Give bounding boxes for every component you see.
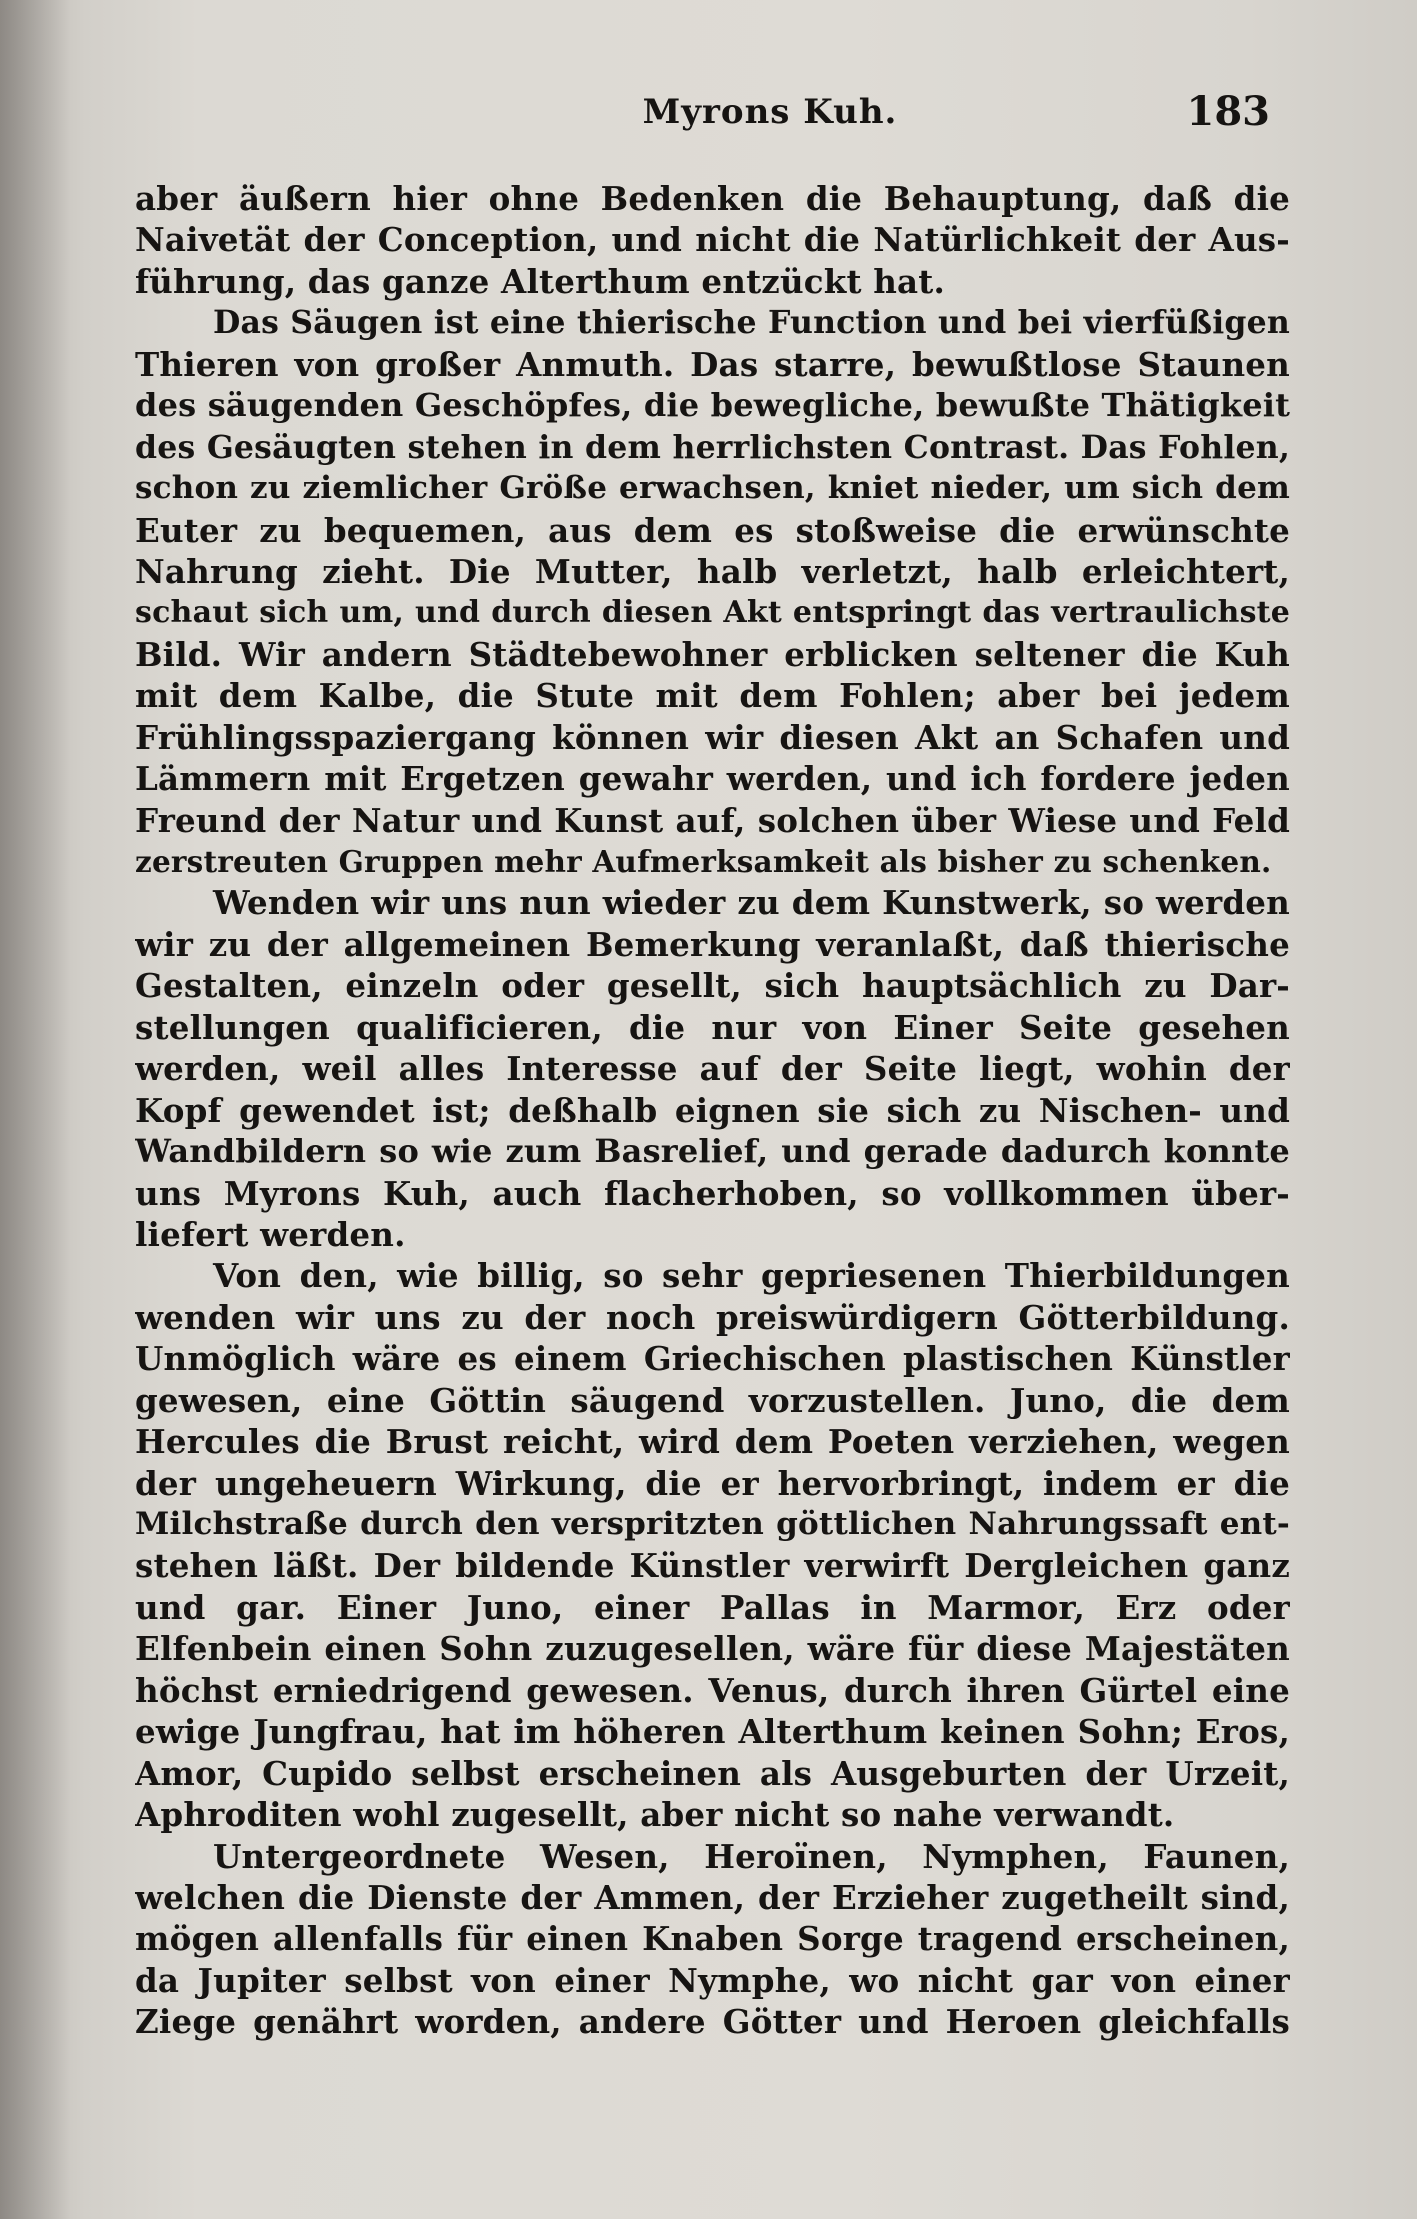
text-line: Naivetät der Conception, und nicht die Natürlichkeit der Aus- — [135, 220, 1290, 260]
text-line: liefert werden. — [135, 1214, 406, 1254]
text-line: wir zu der allgemeinen Bemerkung veranlaßt, daß thierische — [135, 924, 1290, 964]
text-line: stehen läßt. Der bildende Künstler verwirft Dergleichen ganz — [135, 1546, 1290, 1586]
text-line: des Gesäugten stehen in dem herrlichsten Contrast. Das Fohlen, — [135, 428, 1290, 466]
text-line: Lämmern mit Ergetzen gewahr werden, und ich fordere jeden — [135, 759, 1290, 799]
text-line: Aphroditen wohl zugesellt, aber nicht so nahe verwandt. — [135, 1795, 1175, 1835]
text-line: Hercules die Brust reicht, wird dem Poeten verziehen, wegen — [135, 1422, 1290, 1462]
text-line: mögen allenfalls für einen Knaben Sorge tragend erscheinen, — [135, 1919, 1290, 1959]
paragraph-start-line: Untergeordnete Wesen, Heroïnen, Nymphen, Faunen, — [213, 1836, 1290, 1876]
text-line: Frühlingsspaziergang können wir diesen Akt an Schafen und — [135, 717, 1290, 757]
text-line: Milchstraße durch den verspritzten göttlichen Nahrungssaft ent- — [135, 1506, 1290, 1542]
running-title: Myrons Kuh. — [642, 92, 898, 132]
page-number: 183 — [1186, 88, 1270, 135]
text-line: höchst erniedrigend gewesen. Venus, durch ihren Gürtel eine — [135, 1670, 1290, 1710]
paragraph-start-line: Von den, wie billig, so sehr gepriesenen Thierbildungen — [213, 1256, 1290, 1296]
text-line: wenden wir uns zu der noch preiswürdigern Götterbildung. — [135, 1297, 1290, 1337]
text-line: führung, das ganze Alterthum entzückt hat. — [135, 261, 946, 301]
text-line: Amor, Cupido selbst erscheinen als Ausgeburten der Urzeit, — [135, 1753, 1290, 1793]
text-line: werden, weil alles Interesse auf der Seite liegt, wohin der — [135, 1049, 1290, 1089]
text-line: welchen die Dienste der Ammen, der Erzieher zugetheilt sind, — [135, 1877, 1290, 1917]
text-line: und gar. Einer Juno, einer Pallas in Marmor, Erz oder — [135, 1587, 1290, 1627]
text-line: Gestalten, einzeln oder gesellt, sich hauptsächlich zu Dar- — [135, 966, 1290, 1006]
text-line: Euter zu bequemen, aus dem es stoßweise die erwünschte — [135, 510, 1290, 550]
text-line: schon zu ziemlicher Größe erwachsen, kniet nieder, um sich dem — [135, 470, 1290, 507]
body-text — [135, 178, 1290, 2043]
text-line: der ungeheuern Wirkung, die er hervorbringt, indem er die — [135, 1463, 1290, 1503]
text-line: uns Myrons Kuh, auch flacherhoben, so vollkommen über- — [135, 1173, 1290, 1213]
running-header — [130, 88, 1270, 142]
text-line: Bild. Wir andern Städtebewohner erblicken seltener die Kuh — [135, 634, 1290, 674]
paragraph-start-line: Wenden wir uns nun wieder zu dem Kunstwerk, so werden — [213, 883, 1290, 923]
text-line: schaut sich um, und durch diesen Akt entspringt das vertraulichste — [135, 595, 1290, 631]
text-line: Thieren von großer Anmuth. Das starre, bewußtlose Staunen — [135, 344, 1290, 384]
text-line: mit dem Kalbe, die Stute mit dem Fohlen; aber bei jedem — [135, 676, 1290, 716]
paragraph-start-line: Das Säugen ist eine thierische Function und bei vierfüßigen — [213, 304, 1290, 342]
text-line: ewige Jungfrau, hat im höheren Alterthum keinen Sohn; Eros, — [135, 1712, 1290, 1752]
text-line: stellungen qualificieren, die nur von Einer Seite gesehen — [135, 1007, 1290, 1047]
page-gutter-shadow — [0, 0, 70, 2219]
text-line: Unmöglich wäre es einem Griechischen plastischen Künstler — [135, 1339, 1290, 1379]
text-line: zerstreuten Gruppen mehr Aufmerksamkeit als bisher zu schenken. — [135, 844, 1272, 879]
text-line: Elfenbein einen Sohn zuzugesellen, wäre für diese Majestäten — [135, 1629, 1290, 1669]
text-line: Ziege genährt worden, andere Götter und Heroen gleichfalls — [135, 2002, 1290, 2042]
text-line: gewesen, eine Göttin säugend vorzustellen. Juno, die dem — [135, 1380, 1290, 1420]
text-line: Kopf gewendet ist; deßhalb eignen sie sich zu Nischen- und — [135, 1090, 1290, 1130]
text-line: da Jupiter selbst von einer Nymphe, wo nicht gar von einer — [135, 1960, 1290, 2000]
text-line: Freund der Natur und Kunst auf, solchen über Wiese und Feld — [135, 800, 1290, 840]
text-line: aber äußern hier ohne Bedenken die Behauptung, daß die — [135, 179, 1290, 218]
text-line: Wandbildern so wie zum Basrelief, und gerade dadurch konnte — [135, 1132, 1290, 1171]
text-line: Nahrung zieht. Die Mutter, halb verletzt, halb erleichtert, — [135, 551, 1290, 591]
text-line: des säugenden Geschöpfes, die bewegliche, bewußte Thätigkeit — [135, 386, 1290, 425]
